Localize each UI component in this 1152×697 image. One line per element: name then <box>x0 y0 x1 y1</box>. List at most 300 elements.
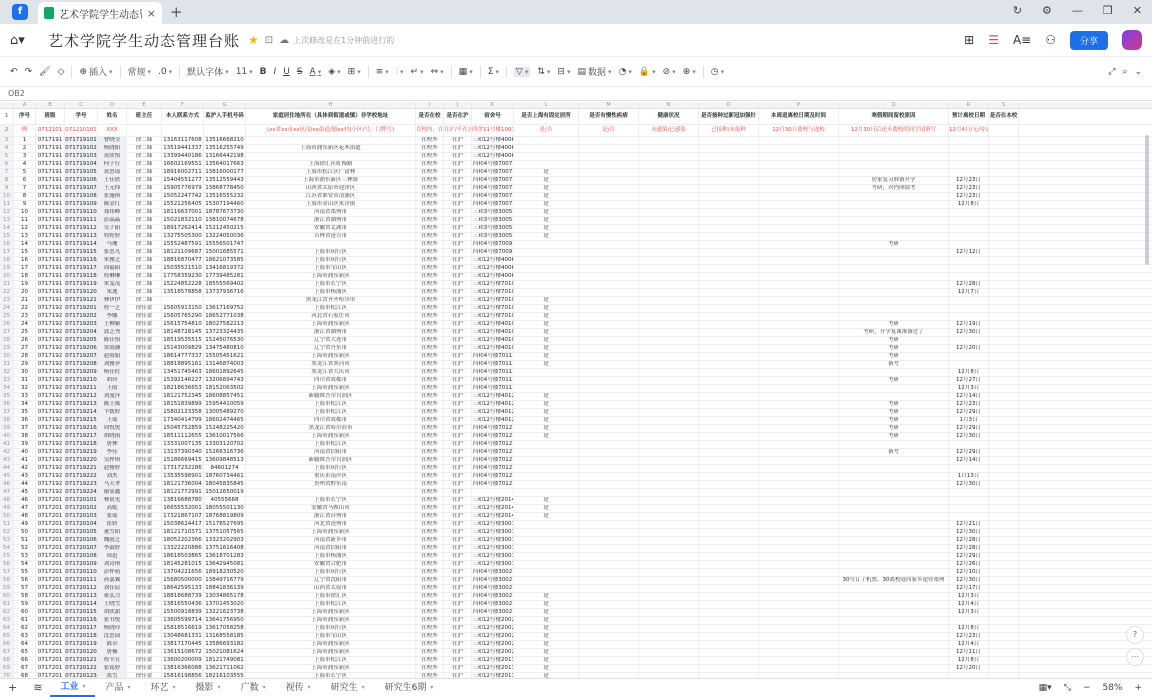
table-cell[interactable] <box>759 577 839 584</box>
fill-color-icon[interactable]: ◈ ▾ <box>328 67 340 77</box>
table-cell[interactable]: 三和12号楼4012 <box>472 393 514 400</box>
table-cell[interactable]: 071719209 <box>65 369 98 376</box>
table-cell[interactable]: 12月21日 <box>949 521 989 528</box>
table-cell[interactable]: 在沪 <box>444 169 472 176</box>
history-icon[interactable]: ◷ ▾ <box>711 67 724 77</box>
table-cell[interactable] <box>699 601 759 608</box>
table-cell[interactable]: 朱逸 <box>98 289 127 296</box>
table-cell[interactable] <box>699 569 759 576</box>
row-number[interactable]: 23 <box>0 297 14 304</box>
table-cell[interactable]: 在校外 <box>416 601 444 608</box>
table-cell[interactable] <box>949 145 989 152</box>
table-cell[interactable] <box>639 297 699 304</box>
table-cell[interactable]: 是 <box>514 305 579 312</box>
table-cell[interactable] <box>989 217 1019 224</box>
row-number[interactable]: 41 <box>0 441 14 448</box>
table-cell[interactable] <box>989 433 1019 440</box>
table-cell[interactable]: 071719121 <box>65 297 98 304</box>
table-cell[interactable] <box>989 273 1019 280</box>
table-cell[interactable]: 0717192 <box>36 441 65 448</box>
table-cell[interactable]: 071720110 <box>65 569 98 576</box>
table-cell[interactable] <box>639 169 699 176</box>
row-number[interactable]: 9 <box>0 185 14 192</box>
table-cell[interactable]: 12月23日 <box>949 401 989 408</box>
table-cell[interactable] <box>579 209 639 216</box>
table-cell[interactable] <box>579 665 639 672</box>
table-cell[interactable]: 三和3号楼3005 <box>472 209 514 216</box>
table-cell[interactable] <box>514 489 579 496</box>
row-number[interactable]: 67 <box>0 649 14 656</box>
table-cell[interactable]: 13737936716 <box>204 289 246 296</box>
column-header[interactable]: J <box>444 102 472 108</box>
table-cell[interactable] <box>639 497 699 504</box>
table-cell[interactable] <box>579 193 639 200</box>
table-cell[interactable]: 15392146227 <box>162 377 204 384</box>
table-cell[interactable]: 辽宁省丹东市 <box>246 345 416 352</box>
table-cell[interactable] <box>579 537 639 544</box>
table-cell[interactable] <box>699 489 759 496</box>
table-cell[interactable] <box>699 201 759 208</box>
table-cell[interactable]: 15245076530 <box>204 337 246 344</box>
table-cell[interactable]: 健康状况 <box>639 109 699 124</box>
sheet-tab[interactable] <box>276 679 321 697</box>
table-cell[interactable] <box>514 241 579 248</box>
table-cell[interactable]: 三和12号楼2013 <box>472 673 514 678</box>
table-cell[interactable] <box>699 529 759 536</box>
table-cell[interactable]: 上海市浦东新区 <box>246 665 416 672</box>
table-cell[interactable]: 三和12号楼4012 <box>472 417 514 424</box>
table-cell[interactable]: 0717191 <box>36 177 65 184</box>
table-cell[interactable]: 四和4号楼3002 <box>472 593 514 600</box>
table-cell[interactable]: 15605765290 <box>162 313 204 320</box>
table-cell[interactable]: 张施琪 <box>98 193 127 200</box>
table-cell[interactable] <box>699 609 759 616</box>
settings-icon[interactable]: ⚙ <box>1042 4 1052 17</box>
table-cell[interactable]: 张瑶 <box>98 513 127 520</box>
table-cell[interactable]: 18916002711 <box>162 169 204 176</box>
table-cell[interactable]: 监护人手机号码 <box>204 109 246 124</box>
table-cell[interactable]: 预计离校日期 <box>949 109 989 124</box>
table-cell[interactable]: 12月27日 <box>949 377 989 384</box>
sheet-tab[interactable] <box>375 679 444 697</box>
table-cell[interactable]: 071719119 <box>65 281 98 288</box>
table-cell[interactable]: 在沪 <box>444 425 472 432</box>
table-cell[interactable] <box>699 369 759 376</box>
table-cell[interactable] <box>989 425 1019 432</box>
table-cell[interactable] <box>989 625 1019 632</box>
table-cell[interactable] <box>839 665 949 672</box>
table-cell[interactable] <box>699 617 759 624</box>
table-cell[interactable] <box>514 457 579 464</box>
table-cell[interactable] <box>579 185 639 192</box>
table-cell[interactable]: 12月12日 <box>949 249 989 256</box>
table-cell[interactable]: 在沪 <box>444 441 472 448</box>
table-cell[interactable]: 在校外 <box>416 241 444 248</box>
table-cell[interactable]: 在校外 <box>416 289 444 296</box>
table-cell[interactable] <box>579 201 639 208</box>
minimize-button[interactable]: — <box>1072 4 1083 17</box>
table-cell[interactable]: 常雨涵 <box>98 345 127 352</box>
table-cell[interactable]: 12月30日后还未离校的同学请填写 <box>839 125 949 136</box>
table-cell[interactable]: 三和12号楼7010 <box>472 289 514 296</box>
table-cell[interactable] <box>699 561 759 568</box>
table-cell[interactable] <box>699 361 759 368</box>
table-cell[interactable]: 上海市松江区 <box>246 657 416 664</box>
table-cell[interactable]: 在校外 <box>416 297 444 304</box>
table-cell[interactable] <box>759 617 839 624</box>
table-cell[interactable] <box>699 225 759 232</box>
zoom-out-icon[interactable]: − <box>1083 683 1091 693</box>
table-cell[interactable] <box>514 537 579 544</box>
table-cell[interactable]: 三和12号楼4006 <box>472 137 514 144</box>
table-cell[interactable]: 在校外 <box>416 433 444 440</box>
table-cell[interactable]: 在校外 <box>416 409 444 416</box>
table-cell[interactable]: 徐佳蕾 <box>127 385 162 392</box>
table-cell[interactable]: 5 <box>14 169 36 176</box>
table-cell[interactable]: 18121109687 <box>162 249 204 256</box>
table-cell[interactable]: 59 <box>14 601 36 608</box>
row-number[interactable]: 25 <box>0 313 14 320</box>
table-cell[interactable]: 徐佳蕾 <box>127 561 162 568</box>
table-cell[interactable] <box>759 593 839 600</box>
table-cell[interactable] <box>699 273 759 280</box>
table-cell[interactable]: 在沪 <box>444 249 472 256</box>
table-cell[interactable]: 上海市闵行区 <box>246 257 416 264</box>
decimal-select[interactable]: .0 ▾ <box>158 67 172 77</box>
table-cell[interactable]: 上海市闵行区 <box>246 465 416 472</box>
table-cell[interactable]: 7 <box>14 185 36 192</box>
valign-icon[interactable]: ⫶ ▾ <box>396 67 404 77</box>
table-cell[interactable] <box>639 641 699 648</box>
table-cell[interactable]: 在校外 <box>416 449 444 456</box>
table-cell[interactable] <box>579 505 639 512</box>
table-cell[interactable]: 在校外 <box>416 617 444 624</box>
table-cell[interactable] <box>839 265 949 272</box>
table-cell[interactable]: 三和12号楼4012 <box>472 401 514 408</box>
table-cell[interactable]: 0717201 <box>36 649 65 656</box>
table-cell[interactable]: 071719205 <box>65 337 98 344</box>
table-cell[interactable]: 徐二妹 <box>127 265 162 272</box>
move-folder-icon[interactable]: ⊡ <box>265 35 273 46</box>
table-cell[interactable]: 谢显鑫 <box>98 489 127 496</box>
row-number[interactable]: 54 <box>0 545 14 552</box>
table-cell[interactable] <box>699 353 759 360</box>
table-cell[interactable]: 17340414799 <box>162 417 204 424</box>
table-cell[interactable]: 四和4号楼3002 <box>472 585 514 592</box>
table-cell[interactable]: 在校外 <box>416 473 444 480</box>
table-cell[interactable] <box>759 369 839 376</box>
table-cell[interactable] <box>699 481 759 488</box>
table-cell[interactable] <box>699 521 759 528</box>
row-number[interactable]: 12 <box>0 209 14 216</box>
table-cell[interactable]: 071719115 <box>65 249 98 256</box>
row-number[interactable]: 11 <box>0 201 14 208</box>
table-cell[interactable] <box>699 657 759 664</box>
table-cell[interactable]: 上海市浦东新区 <box>246 649 416 656</box>
table-cell[interactable] <box>759 137 839 144</box>
table-cell[interactable]: 三和12号楼3001 <box>472 537 514 544</box>
table-cell[interactable] <box>989 393 1019 400</box>
table-cell[interactable] <box>579 241 639 248</box>
table-cell[interactable]: 0717201 <box>36 521 65 528</box>
table-cell[interactable]: 33 <box>14 393 36 400</box>
table-cell[interactable]: 6 <box>14 177 36 184</box>
table-cell[interactable] <box>699 497 759 504</box>
row-number[interactable]: 28 <box>0 337 14 344</box>
table-cell[interactable]: 0717192 <box>36 321 65 328</box>
table-cell[interactable]: 15052247742 <box>162 193 204 200</box>
table-cell[interactable]: 071719103 <box>65 153 98 160</box>
table-cell[interactable]: 071719110 <box>65 209 98 216</box>
table-cell[interactable] <box>989 249 1019 256</box>
table-cell[interactable]: 0717201 <box>36 529 65 536</box>
table-cell[interactable] <box>699 281 759 288</box>
table-cell[interactable] <box>839 249 949 256</box>
table-cell[interactable]: 黑龙江省大庆市 <box>246 369 416 376</box>
table-cell[interactable]: 在沪 <box>444 593 472 600</box>
table-cell[interactable] <box>989 209 1019 216</box>
table-cell[interactable]: 贵州省黔东南 <box>246 481 416 488</box>
table-cell[interactable]: 三和12号楼4010 <box>472 337 514 344</box>
add-sheet-icon[interactable]: + <box>8 681 17 694</box>
table-cell[interactable] <box>579 257 639 264</box>
table-cell[interactable]: 55 <box>14 569 36 576</box>
table-cell[interactable]: 0717191 <box>36 241 65 248</box>
table-cell[interactable]: 浙江省湖州市 <box>246 217 416 224</box>
table-cell[interactable] <box>989 441 1019 448</box>
table-cell[interactable]: 071719113 <box>65 233 98 240</box>
row-number[interactable]: 18 <box>0 257 14 264</box>
table-cell[interactable]: 徐佳蕾 <box>127 425 162 432</box>
table-cell[interactable]: 三和12号楼3001 <box>472 529 514 536</box>
table-cell[interactable] <box>514 249 579 256</box>
table-cell[interactable]: 在沪 <box>444 201 472 208</box>
table-cell[interactable]: 15307194460 <box>204 201 246 208</box>
table-cell[interactable] <box>759 473 839 480</box>
table-cell[interactable]: 18511112655 <box>162 433 204 440</box>
table-cell[interactable]: 18121736004 <box>162 481 204 488</box>
new-doc-icon[interactable]: ⊞ <box>964 33 974 47</box>
table-cell[interactable]: 0717201 <box>36 593 65 600</box>
table-cell[interactable]: 071719218 <box>65 441 98 448</box>
table-cell[interactable]: 13610017566 <box>204 433 246 440</box>
table-cell[interactable] <box>949 241 989 248</box>
table-cell[interactable]: 吉林省延吉市 <box>246 233 416 240</box>
table-cell[interactable]: 宿舍号 <box>472 109 514 124</box>
table-cell[interactable]: 0717191 <box>36 161 65 168</box>
table-cell[interactable]: 陈佳怡 <box>98 337 127 344</box>
table-cell[interactable] <box>204 125 246 136</box>
table-cell[interactable]: 李娜 <box>98 313 127 320</box>
table-cell[interactable]: 18917262414 <box>162 225 204 232</box>
row-number[interactable]: 33 <box>0 377 14 384</box>
table-cell[interactable]: 071720108 <box>65 553 98 560</box>
table-cell[interactable]: 0717192 <box>36 305 65 312</box>
table-cell[interactable] <box>759 497 839 504</box>
table-cell[interactable] <box>839 521 949 528</box>
table-cell[interactable] <box>579 313 639 320</box>
table-cell[interactable]: 四和4号楼7011 <box>472 385 514 392</box>
table-cell[interactable]: 上海市浦东新区三林镇 <box>246 177 416 184</box>
table-cell[interactable]: 在校外 <box>416 513 444 520</box>
table-cell[interactable]: 四和4号楼7011 <box>472 353 514 360</box>
table-cell[interactable] <box>839 593 949 600</box>
sheet-tab[interactable] <box>95 679 140 697</box>
table-cell[interactable] <box>989 345 1019 352</box>
table-cell[interactable]: 四和4号楼7011 <box>472 361 514 368</box>
help-icon[interactable]: ? <box>1126 626 1144 644</box>
table-cell[interactable]: 18816870477 <box>162 257 204 264</box>
table-cell[interactable]: 13605599714 <box>162 617 204 624</box>
table-cell[interactable]: 是 <box>514 433 579 440</box>
table-cell[interactable]: 高妮 <box>98 505 127 512</box>
table-cell[interactable]: 黑龙江省齐齐哈尔市 <box>246 297 416 304</box>
table-cell[interactable] <box>579 409 639 416</box>
table-cell[interactable]: 朱雯茂 <box>98 281 127 288</box>
table-cell[interactable]: 071719206 <box>65 345 98 352</box>
table-cell[interactable]: 郑雪 <box>98 673 127 678</box>
table-cell[interactable] <box>514 161 579 168</box>
table-cell[interactable]: 13168558185 <box>204 633 246 640</box>
table-cell[interactable] <box>759 265 839 272</box>
row-number[interactable]: 2 <box>0 125 14 136</box>
table-cell[interactable]: 8 <box>14 193 36 200</box>
table-cell[interactable]: 四和4号楼7012 <box>472 441 514 448</box>
table-cell[interactable]: 12月14日 <box>949 457 989 464</box>
table-cell[interactable]: 36 <box>14 417 36 424</box>
table-cell[interactable] <box>639 513 699 520</box>
table-cell[interactable]: 0717192 <box>36 369 65 376</box>
table-cell[interactable] <box>639 161 699 168</box>
table-cell[interactable]: 13564017663 <box>204 161 246 168</box>
table-cell[interactable]: 071720105 <box>65 529 98 536</box>
table-cell[interactable] <box>759 409 839 416</box>
table-cell[interactable]: 在校外 <box>416 169 444 176</box>
table-cell[interactable] <box>989 161 1019 168</box>
zoom-level[interactable]: 58% <box>1102 683 1122 693</box>
table-cell[interactable]: 蒋弘力 <box>98 593 127 600</box>
table-cell[interactable]: 是 <box>514 409 579 416</box>
table-cell[interactable] <box>127 125 162 136</box>
table-cell[interactable]: 三和12号楼3001 <box>472 553 514 560</box>
table-cell[interactable]: 程琳琳 <box>98 273 127 280</box>
table-cell[interactable]: 在校外 <box>416 281 444 288</box>
table-cell[interactable]: 28 <box>14 353 36 360</box>
table-cell[interactable]: 13535598901 <box>162 473 204 480</box>
table-cell[interactable] <box>699 329 759 336</box>
table-cell[interactable]: 在沪 <box>444 233 472 240</box>
table-cell[interactable]: 在校外 <box>416 161 444 168</box>
table-cell[interactable]: 21 <box>14 297 36 304</box>
table-cell[interactable]: 071719221 <box>65 465 98 472</box>
table-cell[interactable] <box>246 241 416 248</box>
table-cell[interactable]: 备考 <box>839 449 949 456</box>
table-cell[interactable]: 三和12号楼7010 <box>472 297 514 304</box>
table-cell[interactable] <box>699 241 759 248</box>
table-cell[interactable]: 四和4号楼7011 <box>472 377 514 384</box>
table-cell[interactable]: 15816198856 <box>162 673 204 678</box>
row-number[interactable]: 66 <box>0 641 14 648</box>
table-cell[interactable] <box>759 553 839 560</box>
table-cell[interactable]: 程一芝 <box>98 305 127 312</box>
table-cell[interactable]: 四和4号楼7007 <box>472 201 514 208</box>
app-icon[interactable]: f <box>12 4 28 20</box>
table-cell[interactable]: 22 <box>14 305 36 312</box>
table-cell[interactable]: 在沪 <box>444 473 472 480</box>
table-cell[interactable] <box>759 193 839 200</box>
table-cell[interactable]: 18602474465 <box>204 417 246 424</box>
table-cell[interactable]: 河北省石家庄市 <box>246 313 416 320</box>
table-cell[interactable] <box>639 441 699 448</box>
row-number[interactable]: 52 <box>0 529 14 536</box>
table-cell[interactable]: 徐二妹 <box>127 273 162 280</box>
table-cell[interactable]: 徐佳蕾 <box>127 633 162 640</box>
table-cell[interactable]: 57 <box>14 585 36 592</box>
table-cell[interactable]: 四和4号楼7007 <box>472 193 514 200</box>
table-cell[interactable]: 0717191 <box>36 297 65 304</box>
table-cell[interactable] <box>989 193 1019 200</box>
table-cell[interactable]: 在沪 <box>444 665 472 672</box>
table-cell[interactable]: 在沪 <box>444 505 472 512</box>
table-cell[interactable]: 陈王威 <box>98 401 127 408</box>
table-cell[interactable]: 徐佳蕾 <box>127 313 162 320</box>
table-cell[interactable]: 是 <box>514 185 579 192</box>
table-cell[interactable]: 周悦悦 <box>98 425 127 432</box>
table-cell[interactable] <box>699 337 759 344</box>
table-cell[interactable] <box>989 281 1019 288</box>
merge-icon[interactable]: ⇔ ▾ <box>431 67 444 77</box>
table-cell[interactable]: 在沪 <box>444 337 472 344</box>
table-cell[interactable]: 上海市浦东新区 <box>246 273 416 280</box>
table-cell[interactable]: 13868778450 <box>204 185 246 192</box>
table-cell[interactable] <box>579 417 639 424</box>
table-cell[interactable]: 在校外 <box>416 193 444 200</box>
table-cell[interactable]: 18618503865 <box>162 553 204 560</box>
table-cell[interactable]: 三和12号楼4006 <box>472 273 514 280</box>
table-cell[interactable]: 071719219 <box>65 449 98 456</box>
table-cell[interactable]: 马天孝 <box>98 481 127 488</box>
table-cell[interactable] <box>989 473 1019 480</box>
table-cell[interactable]: 是 <box>514 217 579 224</box>
table-cell[interactable] <box>759 457 839 464</box>
table-cell[interactable]: 071720112 <box>65 585 98 592</box>
table-cell[interactable]: 徐佳蕾 <box>127 401 162 408</box>
table-cell[interactable]: 12月11日 <box>949 649 989 656</box>
table-cell[interactable]: 是 <box>514 617 579 624</box>
table-cell[interactable]: 三和12号楼2002 <box>472 617 514 624</box>
table-cell[interactable]: 17317232286 <box>162 465 204 472</box>
table-cell[interactable] <box>839 561 949 568</box>
table-cell[interactable]: 是 <box>514 177 579 184</box>
table-cell[interactable]: 是 <box>514 233 579 240</box>
table-cell[interactable]: 18519535515 <box>162 337 204 344</box>
table-cell[interactable] <box>579 161 639 168</box>
table-cell[interactable] <box>579 265 639 272</box>
table-cell[interactable]: 三和12号楼4006 <box>472 257 514 264</box>
table-cell[interactable]: 071720102 <box>65 505 98 512</box>
table-cell[interactable] <box>989 609 1019 616</box>
row-number[interactable]: 56 <box>0 561 14 568</box>
table-cell[interactable]: 在沪 <box>444 353 472 360</box>
table-cell[interactable]: 徐佳蕾 <box>127 481 162 488</box>
table-cell[interactable]: 是 <box>514 425 579 432</box>
table-cell[interactable]: 071210101 <box>65 125 98 136</box>
table-cell[interactable] <box>699 233 759 240</box>
table-cell[interactable]: 四舍11号楼1001 <box>472 125 514 136</box>
table-cell[interactable] <box>839 537 949 544</box>
table-cell[interactable]: 四和4号楼7012 <box>472 433 514 440</box>
table-cell[interactable] <box>759 241 839 248</box>
